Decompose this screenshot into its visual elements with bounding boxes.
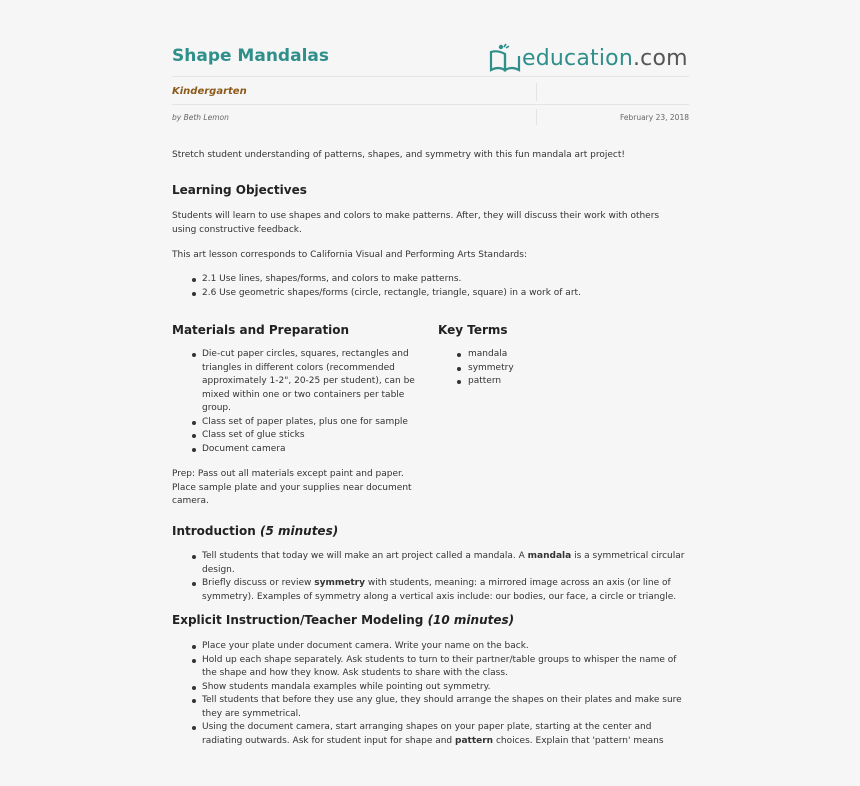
introduction-heading: Introduction (5 minutes)	[172, 524, 339, 538]
header-divider	[172, 76, 689, 77]
materials-heading: Materials and Preparation	[172, 323, 350, 337]
author-byline: by Beth Lemon	[172, 113, 229, 122]
list-item: mandala	[438, 348, 638, 362]
list-item: Show students mandala examples while pointing out symmetry.	[172, 681, 689, 695]
list-item: Hold up each shape separately. Ask students to turn to their partner/table groups to whisper the name of the shape and how they know. Ask students to share with the class.	[172, 654, 689, 681]
list-item: Class set of paper plates, plus one for sample	[172, 416, 422, 430]
learning-objectives-heading: Learning Objectives	[172, 183, 307, 197]
list-item: Die-cut paper circles, squares, rectangles and triangles in different colors (recommended approximately 1-2", 20-25 per student), can be mixed within one or two containers per table group.	[172, 348, 422, 416]
list-item: 2.6 Use geometric shapes/forms (circle, rectangle, triangle, square) in a work of art.	[172, 287, 689, 301]
list-item: pattern	[438, 375, 638, 389]
list-item: Place your plate under document camera. Write your name on the back.	[172, 640, 689, 654]
list-item: Using the document camera, start arranging shapes on your paper plate, starting at the center and radiating outwards. Ask for student input for shape and pattern choices. Explain that 'pattern' means	[172, 721, 689, 748]
list-item: Tell students that before they use any glue, they should arrange the shapes on their plates and make sure they are symmetrical.	[172, 694, 689, 721]
standards-paragraph: This art lesson corresponds to California Visual and Performing Arts Standards:	[172, 250, 527, 260]
introduction-list	[172, 550, 689, 604]
explicit-instruction-heading: Explicit Instruction/Teacher Modeling (10 minutes)	[172, 613, 515, 627]
key-terms-list	[438, 348, 638, 389]
list-item: Briefly discuss or review symmetry with students, meaning: a mirrored image across an axis (or line of symmetry). Examples of symmetry along a vertical axis include: our bodies, our face, a circle or triangle.	[172, 577, 689, 604]
list-item: Document camera	[172, 443, 422, 457]
list-item: Tell students that today we will make an art project called a mandala. A mandala is a symmetrical circular design.	[172, 550, 689, 577]
logo-wordmark: education.com	[522, 45, 688, 71]
prep-paragraph: Prep: Pass out all materials except paint and paper. Place sample plate and your supplies near document camera.	[172, 469, 412, 506]
header-column-divider	[536, 83, 537, 101]
standards-list	[172, 273, 689, 300]
materials-list	[172, 348, 422, 456]
intro-text: Stretch student understanding of patterns, shapes, and symmetry with this fun mandala art project!	[172, 150, 625, 160]
explicit-instruction-list	[172, 640, 689, 748]
list-item: symmetry	[438, 362, 638, 376]
grade-label: Kindergarten	[172, 86, 247, 97]
education-logo	[488, 42, 688, 74]
header-column-divider	[536, 109, 537, 125]
page-title: Shape Mandalas	[172, 46, 329, 66]
list-item: 2.1 Use lines, shapes/forms, and colors to make patterns.	[172, 273, 689, 287]
reading-person-icon	[488, 42, 522, 74]
header-divider	[172, 104, 689, 105]
objectives-paragraph: Students will learn to use shapes and colors to make patterns. After, they will discuss their work with others using constructive feedback.	[172, 211, 660, 235]
list-item: Class set of glue sticks	[172, 429, 422, 443]
publish-date: February 23, 2018	[619, 113, 689, 122]
key-terms-heading: Key Terms	[438, 323, 508, 337]
